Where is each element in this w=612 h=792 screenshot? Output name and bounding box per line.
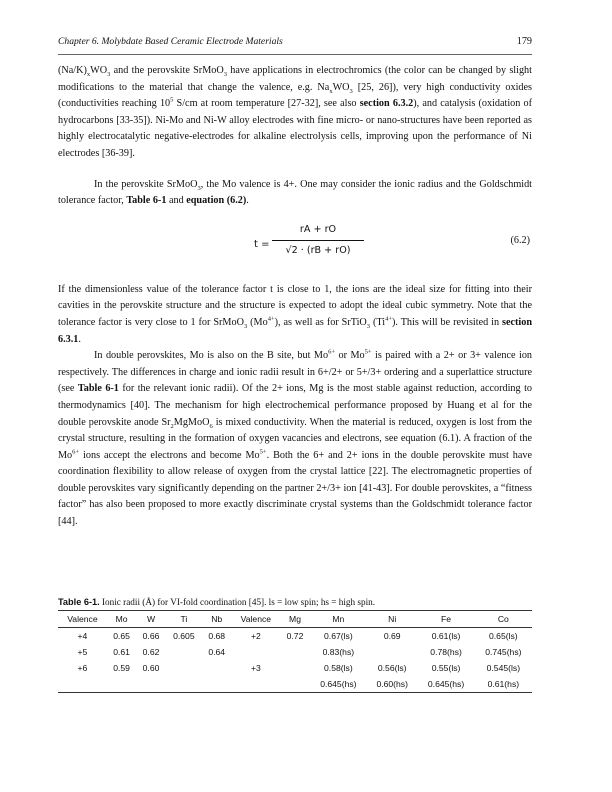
col-header: Ni xyxy=(367,611,417,628)
col-header: Mo xyxy=(107,611,136,628)
equation-numerator: rA + rO xyxy=(272,222,364,242)
table-cell: 0.61(ls) xyxy=(431,631,461,641)
paragraph-3: If the dimensionless value of the tolerance factor t is close to 1, the ions are the ideal size for fitting into their cavities in the perovskite structure and the structure is expected to adopt the ideal cubic symmetry. Note that the tolerance factor is very close to 1 for SrMoO$_3$ $(Mo^{4+})$, as well as for SrTiO$_3$ $(Ti^{4+})$. This will be revisited in section 6.3.1. xyxy=(58,283,533,345)
table-cell xyxy=(136,676,165,693)
header-rule xyxy=(58,54,532,55)
table-cell: 0.68 xyxy=(208,631,226,641)
paragraph-2: In the perovskite SrMoO$_3$, the Mo valence is 4+. One may consider the ionic radius and the Goldschmidt tolerance factor, Table 6-1 and equation (6.2). xyxy=(58,178,533,207)
table-cell xyxy=(231,676,280,693)
table-cell xyxy=(166,676,202,693)
body-text xyxy=(58,63,532,531)
table-cell: 0.645(hs) xyxy=(417,676,474,693)
table-cell xyxy=(166,644,202,660)
table-cell: 0.645(hs) xyxy=(310,676,367,693)
table-cell: +5 xyxy=(77,647,88,657)
table-cell xyxy=(280,660,309,676)
table-row xyxy=(58,660,532,676)
paragraph-1: $(Na/K)_xWO_3$ and the perovskite SrMoO$_3$ have applications in electrochromics (the color can be changed by slight modifications to the material that change the valence, e.g. $Na_xWO_3$ [25, 26]), very high conductivity oxides (conductivities reaching $10^5$ S/cm at room temperature [27-32], see also section 6.3.2), and catalysis (oxidation of hydrocarbons [33-35]). Ni-Mo and Ni-W alloy electrodes with fine micro- or nano-structures have been reported as highly electrocatalytic negative-electrodes for alkaline electrolysis cells, improving upon the performance of Ni electrodes [36-39]. xyxy=(58,65,533,159)
table-cell xyxy=(202,676,231,693)
table-cell: 0.78(hs) xyxy=(430,647,462,657)
table-cell: 0.61(hs) xyxy=(475,676,532,693)
table-cell: 0.56(ls) xyxy=(377,663,407,673)
col-header: Valence xyxy=(58,611,107,628)
col-header: Ti xyxy=(166,611,202,628)
col-header: Nb xyxy=(202,611,231,628)
table-cell xyxy=(202,660,231,676)
table-cell: 0.67(ls) xyxy=(324,631,353,641)
table-cell: 0.58(ls) xyxy=(324,663,353,673)
ionic-radii-table xyxy=(58,610,532,693)
section-ref-6-3-2[interactable]: section 6.3.2 xyxy=(359,98,414,110)
table-cell: +2 xyxy=(250,631,261,641)
section-ref-6-3-1[interactable]: section 6.3.1 xyxy=(58,316,533,345)
table-cell: 0.62 xyxy=(142,647,160,657)
table-cell: 0.83(hs) xyxy=(322,647,355,657)
table-row xyxy=(58,676,532,693)
table-cell: +6 xyxy=(77,663,88,673)
chapter-title: Chapter 6. Molybdate Based Ceramic Electrode Materials xyxy=(58,36,283,47)
table-cell: 0.60 xyxy=(142,663,160,673)
table-cell: 0.66 xyxy=(142,631,160,641)
table-cell: 0.64 xyxy=(208,647,226,657)
col-header: Fe xyxy=(417,611,474,628)
equation-fraction xyxy=(272,222,364,260)
equation-ref-6-2[interactable]: equation (6.2) xyxy=(186,195,247,207)
table-cell xyxy=(58,676,107,693)
equation-denominator: √2 · (rB + rO) xyxy=(285,245,351,257)
table-cell xyxy=(107,676,136,693)
table-cell: 0.605 xyxy=(173,631,195,641)
table-cell xyxy=(231,644,280,660)
col-header: Valence xyxy=(231,611,280,628)
table-cell: 0.745(hs) xyxy=(485,647,522,657)
equation-6-2 xyxy=(58,220,532,270)
table-cell xyxy=(280,644,309,660)
table-cell: +4 xyxy=(77,631,88,641)
col-header: W xyxy=(136,611,165,628)
table-cell: 0.59 xyxy=(113,663,130,673)
table-header-row xyxy=(58,611,532,628)
table-cell: 0.65(ls) xyxy=(489,631,518,641)
page-number: 179 xyxy=(516,36,532,47)
table-cell xyxy=(280,676,309,693)
table-cell: +3 xyxy=(250,663,261,673)
table-ref-6-1-b[interactable]: Table 6-1 xyxy=(77,383,119,395)
table-cell: 0.72 xyxy=(286,631,304,641)
table-cell: 0.61 xyxy=(113,647,130,657)
table-cell: 0.545(ls) xyxy=(486,663,521,673)
table-caption: Table 6-1. Ionic radii (Å) for VI-fold coordination [45]. ls = low spin; hs = high spin. xyxy=(58,597,376,607)
col-header: Mg xyxy=(280,611,309,628)
table-ref-6-1[interactable]: Table 6-1 xyxy=(126,195,167,207)
running-header xyxy=(58,36,532,52)
paragraph-4: In double perovskites, Mo is also on the B site, but $Mo^{6+}$ or $Mo^{5+}$ is paired with a 2+ or 3+ valence ion respectively. The differences in charge and ionic radii result in 6+/2+ or 5+/3+ ordering and a superlattice structure (see Table 6-1 for the relevant ionic radii). Of the 2+ ions, Mg is the most stable against reduction, according to thermodynamics [40]. The mechanism for high electrochemical performance proposed by Huang et al for the double perovskite anode $Sr_2MgMoO_6$ is mixed conductivity. When the material is reduced, oxygen is lost from the crystal structure, resulting in the formation of oxygen vacancies and electrons, see equation (6.1). A fraction of the $Mo^{6+}$ ions accept the electrons and become $Mo^{5+}$. Both the 6+ and 2+ ions in the double perovskite must have coordination flexibility to allow release of oxygen from the crystal lattice [22]. The electromagnetic properties of double perovskites vary significantly depending on the partner 2+/3+ ion [41-43]. For double perovskites, a “fitness factor” has also been proposed to more exactly discriminate crystal systems than the Goldschmidt tolerance factor [44]. xyxy=(58,348,533,528)
equation-label: (6.2) xyxy=(510,234,530,246)
table-cell xyxy=(367,644,417,660)
col-header: Mn xyxy=(310,611,367,628)
table-cell: 0.65 xyxy=(113,631,130,641)
table-cell: 0.69 xyxy=(383,631,401,641)
table-cell xyxy=(166,660,202,676)
table-row xyxy=(58,628,532,645)
col-header: Co xyxy=(475,611,532,628)
equation-lhs: t = xyxy=(254,238,270,250)
table-cell: 0.60(hs) xyxy=(367,676,417,693)
table-row xyxy=(58,644,532,660)
table-cell: 0.55(ls) xyxy=(431,663,461,673)
